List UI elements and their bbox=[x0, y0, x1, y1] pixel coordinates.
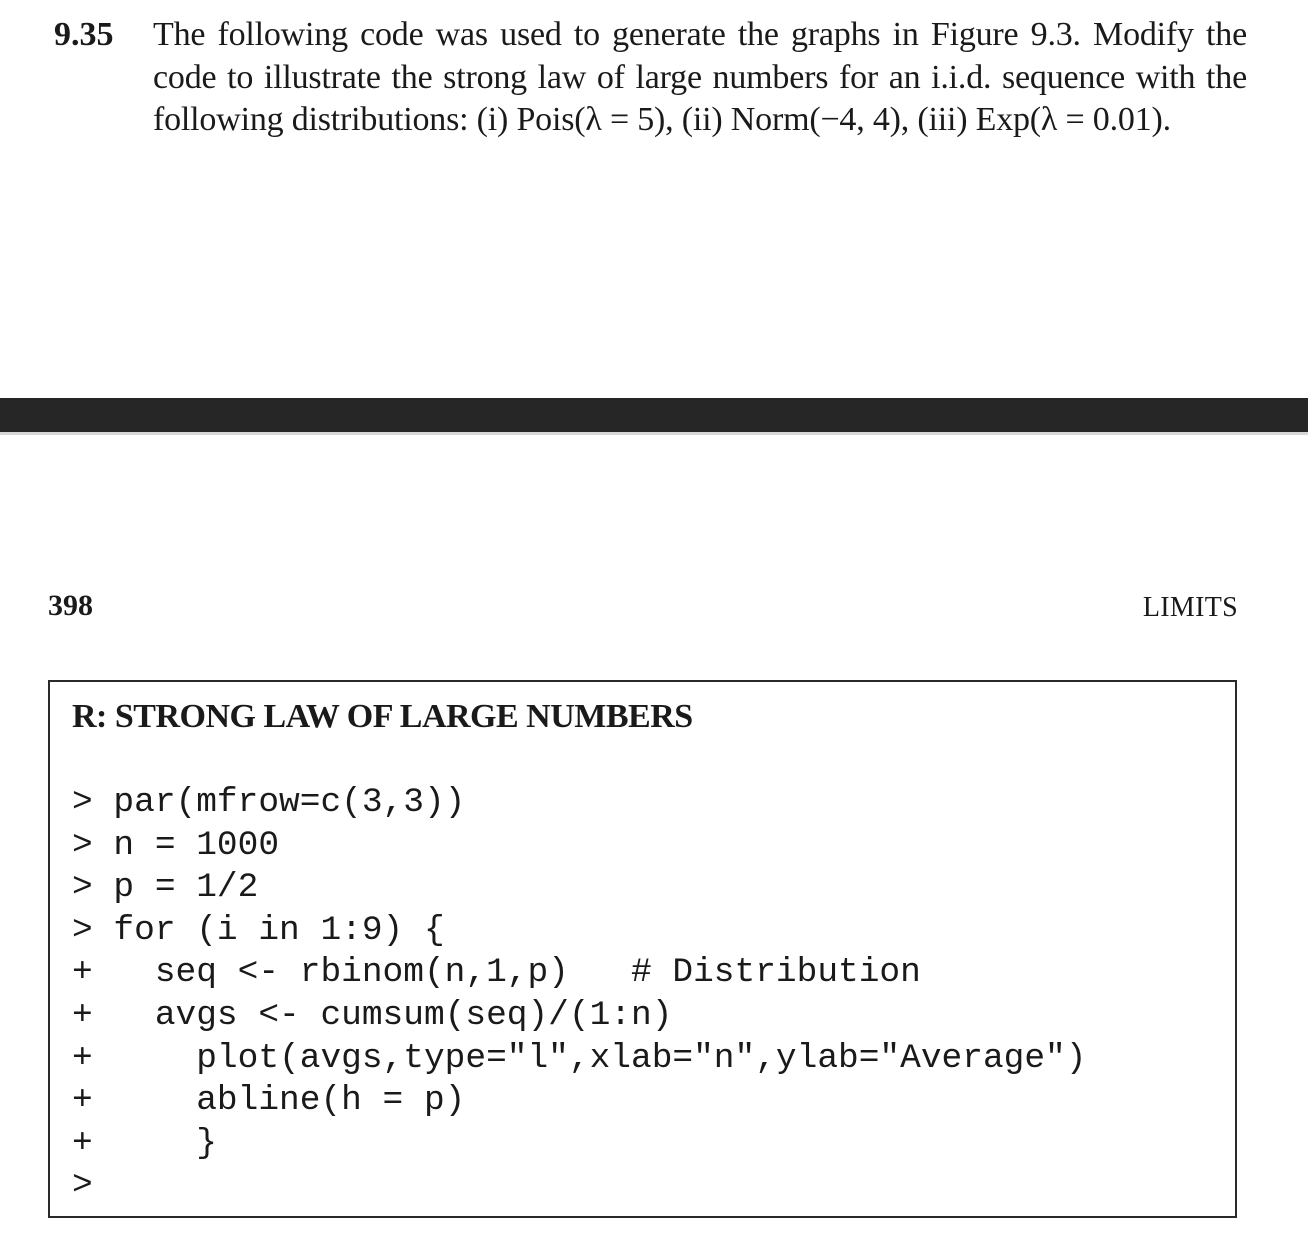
code-line: > p = 1/2 bbox=[72, 868, 259, 908]
code-line: > for (i in 1:9) { bbox=[72, 910, 445, 950]
page-divider bbox=[0, 398, 1308, 432]
code-box-title: R: STRONG LAW OF LARGE NUMBERS bbox=[72, 698, 693, 735]
code-line: > n = 1000 bbox=[72, 825, 280, 865]
code-box bbox=[48, 680, 1237, 1218]
exercise-text: The following code was used to generate the graphs in Figure 9.3. Modify the code to illustrate the strong law of large numbers for an i.i.d. sequence with the following distributions: (i) Pois(λ = 5), (ii) Norm(−4, 4), (iii) Exp(λ = 0.01). bbox=[153, 16, 1247, 138]
running-head: LIMITS bbox=[1142, 592, 1238, 623]
code-line: + abline(h = p) bbox=[72, 1081, 466, 1121]
page-number: 398 bbox=[48, 589, 93, 622]
code-listing bbox=[72, 782, 1086, 1208]
code-line: + plot(avgs,type="l",xlab="n",ylab="Average") bbox=[72, 1038, 1087, 1078]
exercise-number: 9.35 bbox=[54, 16, 114, 53]
code-line: + avgs <- cumsum(seq)/(1:n) bbox=[72, 995, 673, 1035]
code-line: > bbox=[72, 1166, 93, 1206]
code-line: > par(mfrow=c(3,3)) bbox=[72, 783, 466, 822]
code-line: + seq <- rbinom(n,1,p) # Distribution bbox=[72, 953, 921, 993]
page-divider-shadow bbox=[0, 432, 1308, 435]
code-line: + } bbox=[72, 1123, 217, 1163]
